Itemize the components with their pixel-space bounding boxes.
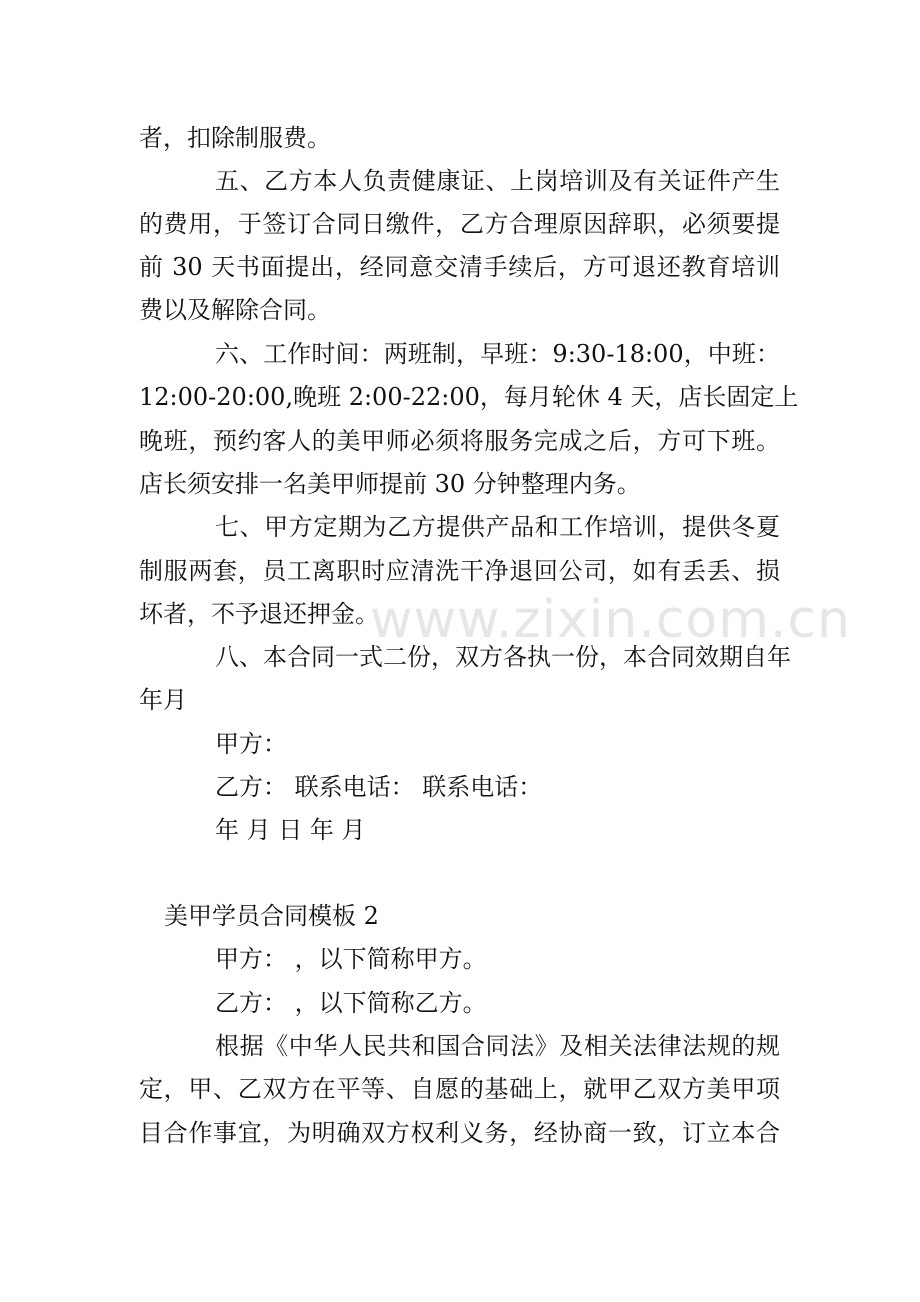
text-line: 前 30 天书面提出，经同意交清手续后，方可退还教育培训	[139, 253, 780, 281]
text-line: 者，扣除制服费。	[139, 124, 331, 152]
text-line: 制服两套，员工离职时应清洗干净退回公司，如有丢丢、损	[139, 557, 780, 585]
text-line: 年月	[139, 686, 187, 714]
text-line: 的费用，于签订合同日缴件，乙方合理原因辞职，必须要提	[139, 210, 780, 238]
text-line: 店长须安排一名美甲师提前 30 分钟整理内务。	[139, 470, 641, 498]
section-title: 美甲学员合同模板 2	[164, 902, 379, 930]
text-line: 费以及解除合同。	[139, 296, 331, 324]
text-line: 八、本合同一式二份，双方各执一份，本合同效期自年	[215, 643, 791, 671]
signature-party-b: 乙方： 联系电话： 联系电话：	[215, 773, 543, 801]
text-line: 五、乙方本人负责健康证、上岗培训及有关证件产生	[215, 167, 780, 195]
text-line: 坏者，不予退还押金。	[139, 600, 379, 628]
text-line: 定，甲、乙双方在平等、自愿的基础上，就甲乙双方美甲项	[139, 1075, 780, 1103]
text-line: 12:00-20:00,晚班 2:00-22:00，每月轮休 4 天，店长固定上	[139, 383, 799, 411]
text-line: 晚班，预约客人的美甲师必须将服务完成之后，方可下班。	[139, 427, 780, 455]
text-line: 甲方： ，以下简称甲方。	[215, 945, 487, 973]
text-line: 根据《中华人民共和国合同法》及相关法律法规的规	[215, 1032, 780, 1060]
text-line: 六、工作时间：两班制，早班：9:30-18:00，中班：	[215, 340, 780, 368]
signature-date: 年 月 日 年 月	[215, 816, 366, 844]
watermark: www.zixin.com.cn	[370, 590, 851, 650]
text-line: 七、甲方定期为乙方提供产品和工作培训，提供冬夏	[215, 513, 780, 541]
text-line: 目合作事宜，为明确双方权利义务，经协商一致，订立本合	[139, 1119, 780, 1147]
signature-party-a: 甲方：	[215, 730, 287, 758]
text-line: 乙方： ，以下简称乙方。	[215, 989, 487, 1017]
